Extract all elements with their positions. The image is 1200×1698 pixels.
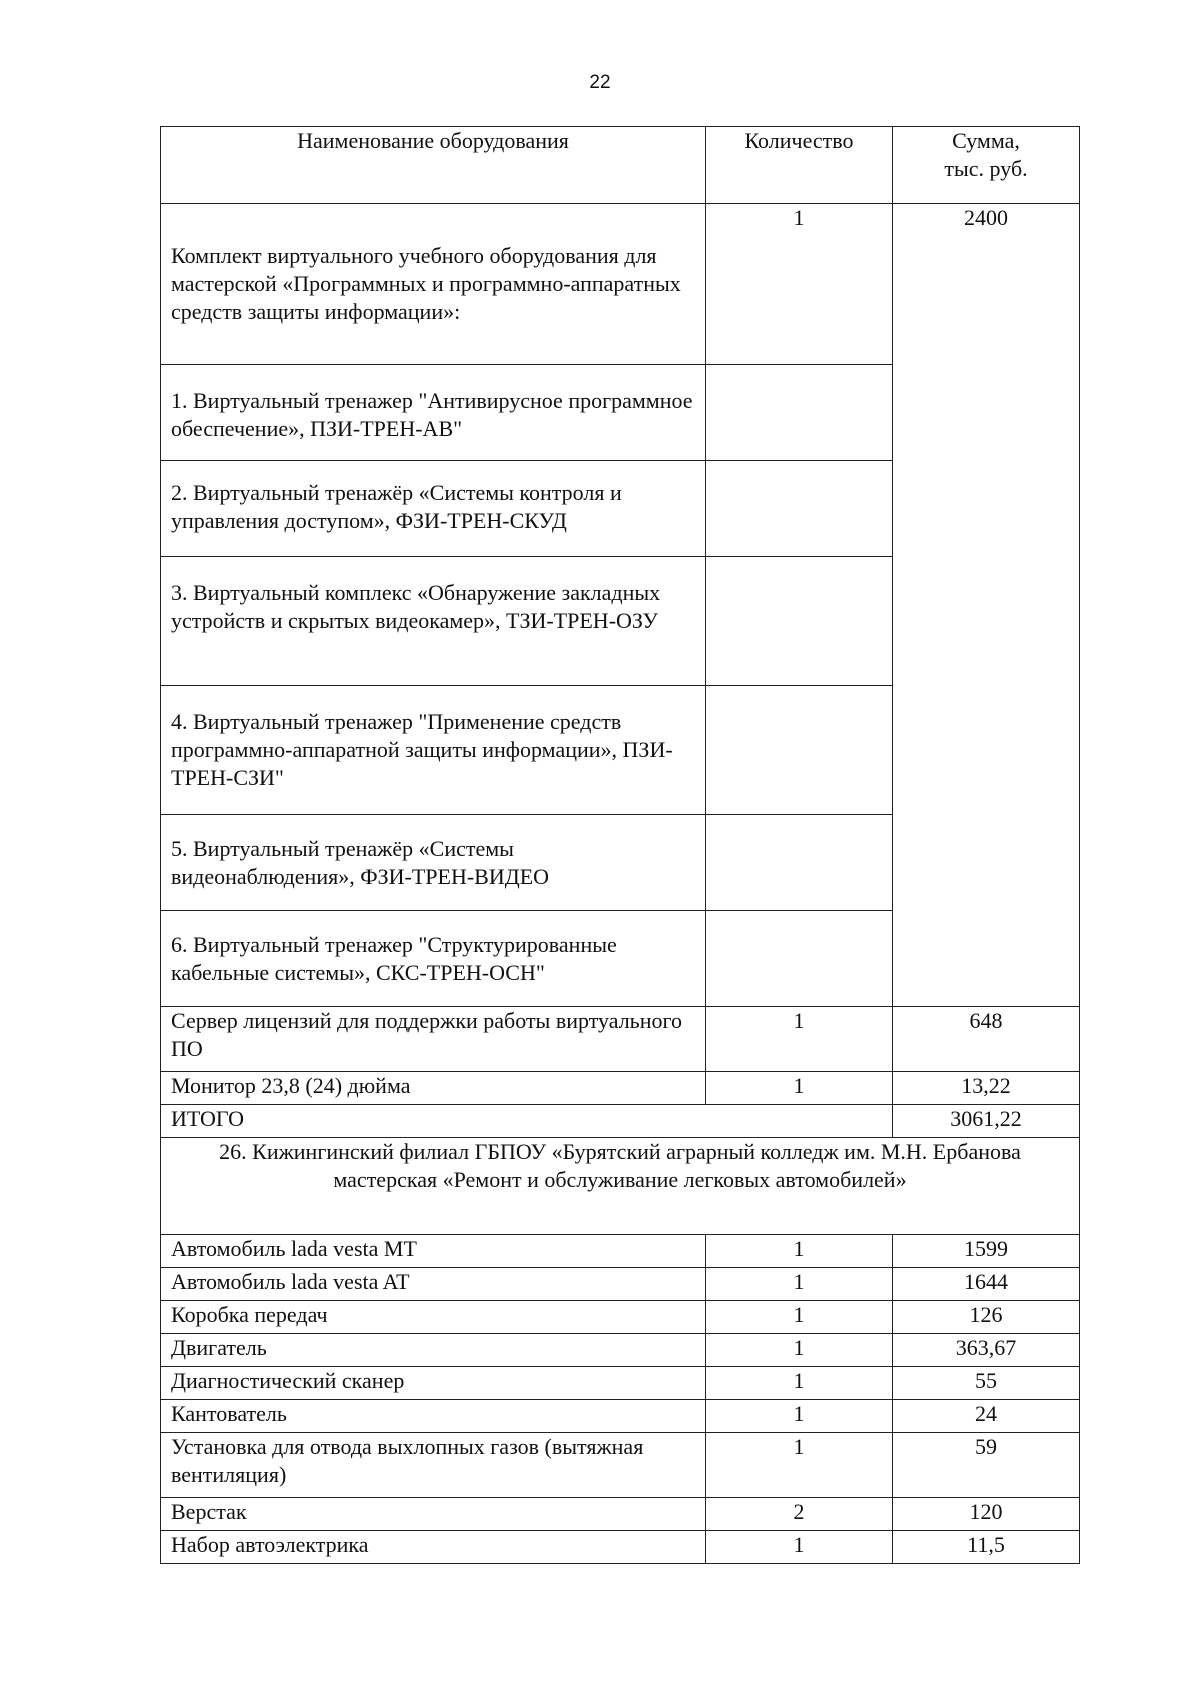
row-sum-text: 1599 [964,1236,1008,1261]
virtual-kit-item-1 [161,365,706,461]
empty-quantity-cell [706,365,893,461]
row-quantity [706,1498,893,1531]
virtual-kit-title: Комплект виртуального учебного оборудования для мастерской «Программных и программно-аппаратных средств защиты информации»: [171,243,681,324]
row-sum-text: 120 [969,1499,1003,1524]
row-quantity [706,1531,893,1564]
row-name-text: Автомобиль lada vesta MT [171,1236,417,1261]
row-sum [893,1235,1080,1268]
header-sum-cell [893,127,1080,204]
row-sum-text: 126 [969,1302,1003,1327]
row-name-text: Автомобиль lada vesta AT [171,1269,410,1294]
virtual-kit-item-6-text: 6. Виртуальный тренажер "Структурированные кабельные системы», СКС-ТРЕН-ОСН" [171,932,617,985]
virtual-kit-sum-cell [893,204,1080,1007]
row-name-text: Установка для отвода выхлопных газов (вытяжная вентиляция) [171,1434,644,1487]
total-row [161,1105,1080,1138]
row-quantity-text: 1 [793,1368,805,1393]
row-sum [893,1334,1080,1367]
header-sum-line2: тыс. руб. [944,156,1028,181]
row-quantity [706,1268,893,1301]
row-quantity-text: 2 [793,1499,805,1524]
row-quantity-text: 1 [793,1434,805,1459]
row-sum-text: 59 [975,1434,997,1459]
table-row [161,1072,1080,1105]
virtual-kit-quantity: 1 [793,205,805,230]
row-quantity [706,1400,893,1433]
virtual-kit-row [161,204,1080,365]
section-heading-line2: мастерская «Ремонт и обслуживание легковых автомобилей» [333,1167,907,1192]
row-sum [893,1007,1080,1072]
table-row [161,1007,1080,1072]
virtual-kit-item-1-text: 1. Виртуальный тренажер "Антивирусное программное обеспечение», ПЗИ-ТРЕН-АВ" [171,388,693,441]
empty-quantity-cell [706,815,893,911]
row-quantity [706,1235,893,1268]
header-name: Наименование оборудования [297,128,569,153]
row-sum-text: 11,5 [967,1532,1005,1557]
equipment-table [160,126,1080,1564]
page-number: 22 [589,72,611,93]
virtual-kit-item-4 [161,686,706,815]
virtual-kit-item-5 [161,815,706,911]
row-sum [893,1367,1080,1400]
row-name [161,1531,706,1564]
row-quantity-text: 1 [793,1236,805,1261]
row-name [161,1268,706,1301]
row-sum-text: 363,67 [955,1335,1017,1360]
row-name [161,1072,706,1105]
row-quantity-text: 1 [793,1302,805,1327]
row-quantity [706,1334,893,1367]
section-heading-row [161,1138,1080,1235]
virtual-kit-item-6 [161,911,706,1007]
row-name [161,1334,706,1367]
virtual-kit-item-4-text: 4. Виртуальный тренажер "Применение средств программно-аппаратной защиты информации», ПЗИ-ТРЕН-СЗИ" [171,709,673,790]
virtual-kit-quantity-cell [706,204,893,365]
header-name-cell [161,127,706,204]
section-heading-line1: 26. Кижингинский филиал ГБПОУ «Бурятский аграрный колледж им. М.Н. Ербанова [219,1139,1021,1164]
row-name [161,1367,706,1400]
row-quantity [706,1072,893,1105]
row-name-text: Набор автоэлектрика [171,1532,369,1557]
row-name [161,1498,706,1531]
row-quantity [706,1301,893,1334]
row-name-text: Диагностический сканер [171,1368,405,1393]
header-quantity: Количество [744,128,854,153]
row-sum-text: 55 [975,1368,997,1393]
row-name-text: Коробка передач [171,1302,328,1327]
total-label: ИТОГО [171,1106,244,1131]
row-sum [893,1268,1080,1301]
header-sum-line1: Сумма, [952,128,1020,153]
table-row [161,1235,1080,1268]
row-sum-text: 648 [969,1008,1003,1033]
empty-quantity-cell [706,686,893,815]
row-sum [893,1301,1080,1334]
total-sum: 3061,22 [950,1106,1022,1131]
row-quantity-text: 1 [793,1335,805,1360]
row-quantity [706,1007,893,1072]
row-quantity-text: 1 [793,1008,805,1033]
empty-quantity-cell [706,557,893,686]
row-name-text: Монитор 23,8 (24) дюйма [171,1073,411,1098]
row-name [161,1433,706,1498]
empty-quantity-cell [706,461,893,557]
table-row [161,1268,1080,1301]
virtual-kit-title-cell [161,204,706,365]
row-name-text: Сервер лицензий для поддержки работы виртуального ПО [171,1008,682,1061]
virtual-kit-item-2 [161,461,706,557]
total-label-cell [161,1105,893,1138]
virtual-kit-item-3 [161,557,706,686]
row-name [161,1301,706,1334]
table-row [161,1400,1080,1433]
virtual-kit-item-2-text: 2. Виртуальный тренажёр «Системы контроля и управления доступом», ФЗИ-ТРЕН-СКУД [171,480,622,533]
table-row [161,1531,1080,1564]
row-sum-text: 24 [975,1401,997,1426]
row-sum [893,1072,1080,1105]
row-name-text: Двигатель [171,1335,267,1360]
row-quantity [706,1433,893,1498]
header-quantity-cell [706,127,893,204]
row-sum [893,1531,1080,1564]
row-sum [893,1498,1080,1531]
row-name [161,1400,706,1433]
virtual-kit-item-5-text: 5. Виртуальный тренажёр «Системы видеонаблюдения», ФЗИ-ТРЕН-ВИДЕО [171,836,550,889]
total-sum-cell [893,1105,1080,1138]
row-name-text: Верстак [171,1499,247,1524]
row-name [161,1235,706,1268]
row-sum-text: 1644 [964,1269,1008,1294]
row-quantity-text: 1 [793,1073,805,1098]
table-header-row [161,127,1080,204]
row-sum [893,1433,1080,1498]
row-sum [893,1400,1080,1433]
virtual-kit-sum: 2400 [964,205,1008,230]
row-quantity-text: 1 [793,1269,805,1294]
row-sum-text: 13,22 [961,1073,1011,1098]
virtual-kit-item-3-text: 3. Виртуальный комплекс «Обнаружение закладных устройств и скрытых видеокамер», ТЗИ-ТРЕН-ОЗУ [171,580,661,633]
row-quantity-text: 1 [793,1401,805,1426]
table-row [161,1301,1080,1334]
table-row [161,1433,1080,1498]
row-name-text: Кантователь [171,1401,287,1426]
empty-quantity-cell [706,911,893,1007]
table-row [161,1334,1080,1367]
row-name [161,1007,706,1072]
section-heading-cell [161,1138,1080,1235]
row-quantity [706,1367,893,1400]
table-row [161,1367,1080,1400]
table-row [161,1498,1080,1531]
row-quantity-text: 1 [793,1532,805,1557]
